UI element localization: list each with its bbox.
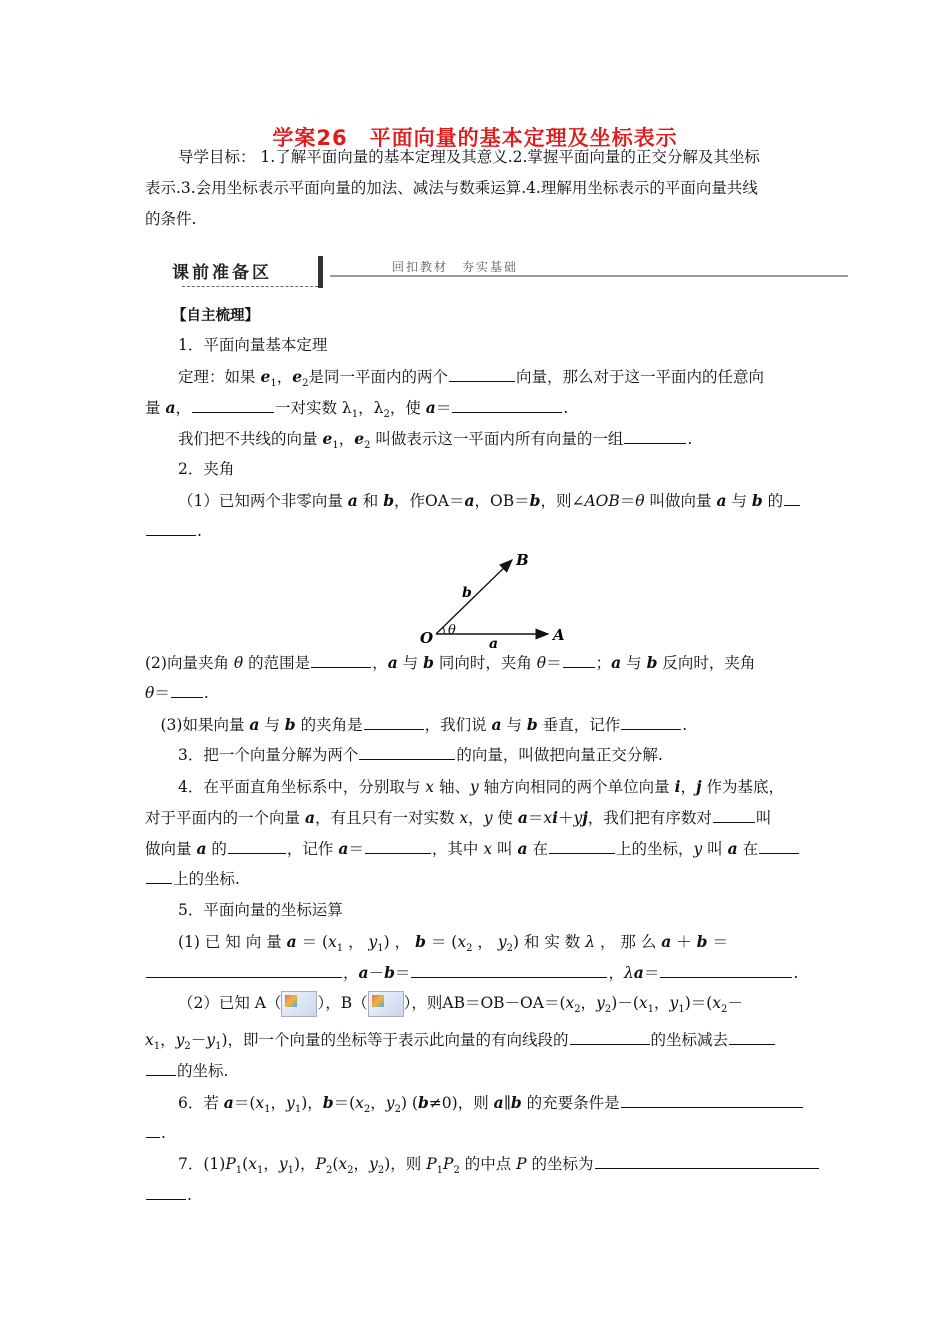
perp-line: (3)如果向量 a 与 b 的夹角是 ，我们说 a 与 b 垂直，记作 . bbox=[145, 715, 688, 734]
label-theta: θ bbox=[448, 623, 456, 638]
label-a: a bbox=[489, 636, 499, 650]
label-B: B bbox=[516, 551, 529, 569]
item-3-text: 3．把一个向量分解为两个 bbox=[178, 746, 359, 764]
banner-line bbox=[330, 275, 848, 277]
label-A: A bbox=[553, 626, 565, 644]
label-O: O bbox=[420, 629, 434, 647]
item-5-line-5: 的坐标. bbox=[145, 1056, 807, 1087]
angle-line-2: . bbox=[145, 516, 807, 547]
item-3-line bbox=[178, 740, 808, 771]
basis-line: 我们把不共线的向量 $e_1$，$e_2$ 叫做表示这一平面内所有向量的一组 . bbox=[178, 429, 693, 452]
angle-arc bbox=[443, 627, 444, 634]
label-b: b bbox=[462, 585, 472, 601]
item-2-heading: 2．夹角 bbox=[178, 460, 235, 478]
banner-bar bbox=[318, 256, 323, 288]
angle-figure bbox=[400, 545, 600, 650]
item-6-line-1: 6．若 $a=(x_1$，$y_1$)，$b=(x_2$，$y_2$) (b≠0)，则 a∥b 的充要条件是 bbox=[178, 1087, 808, 1125]
item-5-line-1: (1) 已 知 向 量 $a = (x_1$ ， $y_1$) ， $b = (x_2$ ， $y_2$) 和 实 数 λ ， 那 么 a ＋ b ＝ bbox=[178, 932, 728, 955]
item-4-line-1: 4．在平面直角坐标系中，分别取与 x 轴、y 轴方向相同的两个单位向量 i，j 作为基底， bbox=[178, 777, 785, 796]
item-1-heading: 1．平面向量基本定理 bbox=[178, 336, 328, 354]
banner-main-text: 课前准备区 bbox=[172, 263, 272, 283]
item-5-heading: 5．平面向量的坐标运算 bbox=[178, 901, 343, 919]
banner-main bbox=[172, 258, 320, 286]
range-line-2: θ＝ . bbox=[145, 684, 209, 702]
banner-subtitle: 回扣教材 夯实基础 bbox=[392, 260, 519, 274]
item-4-line-3: 做向量 a 的 ，记作 a＝ ，其中 x 叫 a 在 上的坐标，y 叫 a 在 bbox=[145, 833, 807, 865]
banner-dash bbox=[182, 286, 318, 287]
item-3-tail: 的向量，叫做把向量正交分解. bbox=[456, 746, 663, 764]
item-5-line-2: ，a－b＝ ，λa＝ . bbox=[145, 957, 807, 989]
angle-line-1: （1）已知两个非零向量 a 和 b，作OA＝a，OB＝b，则∠AOB＝θ 叫做向量 a 与 b 的 bbox=[178, 485, 808, 517]
image-placeholder-icon bbox=[368, 991, 404, 1017]
item-5-line-3: （2）已知 A（ ），B（ ），则$AB=OB-OA=(x_2$，$y_2)-(x_1$，$y_1)=(x_2-$ bbox=[178, 988, 808, 1025]
intro-line-3: 的条件. bbox=[145, 210, 197, 228]
section-label: 【自主梳理】 bbox=[172, 308, 259, 324]
intro-line-1: 导学目标： 1.了解平面向量的基本定理及其意义.2.掌握平面向量的正交分解及其坐标 bbox=[178, 148, 760, 166]
item-6-line-2: . bbox=[145, 1118, 807, 1149]
section-banner bbox=[172, 256, 848, 290]
item-4-line-2: 对于平面内的一个向量 a，有且只有一对实数 x，y 使 a＝xi＋yj，我们把有序数对 叫 bbox=[145, 808, 772, 827]
item-7-line-1: 7．$(1)P_1(x_1$，$y_1$)，$P_2(x_2$，$y_2$)，则 $P_1P_2$ 的中点 P 的坐标为 bbox=[178, 1149, 808, 1186]
item-4-line-4: 上的坐标. bbox=[145, 864, 807, 895]
theorem-line-2: 量 a， 一对实数 $\lambda_1$，$\lambda_2$，使 a＝ . bbox=[145, 398, 569, 421]
range-line-1: (2)向量夹角 θ 的范围是 ，a 与 b 同向时，夹角 θ＝ ；a 与 b 反向时，夹角 bbox=[145, 653, 756, 672]
image-placeholder-icon bbox=[281, 991, 317, 1017]
item-7-line-2: . bbox=[145, 1180, 807, 1211]
intro-line-2: 表示.3.会用坐标表示平面向量的加法、减法与数乘运算.4.理解用坐标表示的平面向量共线 bbox=[145, 179, 758, 197]
item-5-line-4: $x_1$，$y_2-y_1$)，即一个向量的坐标等于表示此向量的有向线段的 的坐标减去 bbox=[145, 1025, 807, 1062]
theorem-line-1: 定理：如果 $e_1$，$e_2$是同一平面内的两个 向量，那么对于这一平面内的任意向 bbox=[178, 367, 764, 390]
page-title: 学案26 平面向量的基本定理及坐标表示 bbox=[272, 126, 678, 150]
